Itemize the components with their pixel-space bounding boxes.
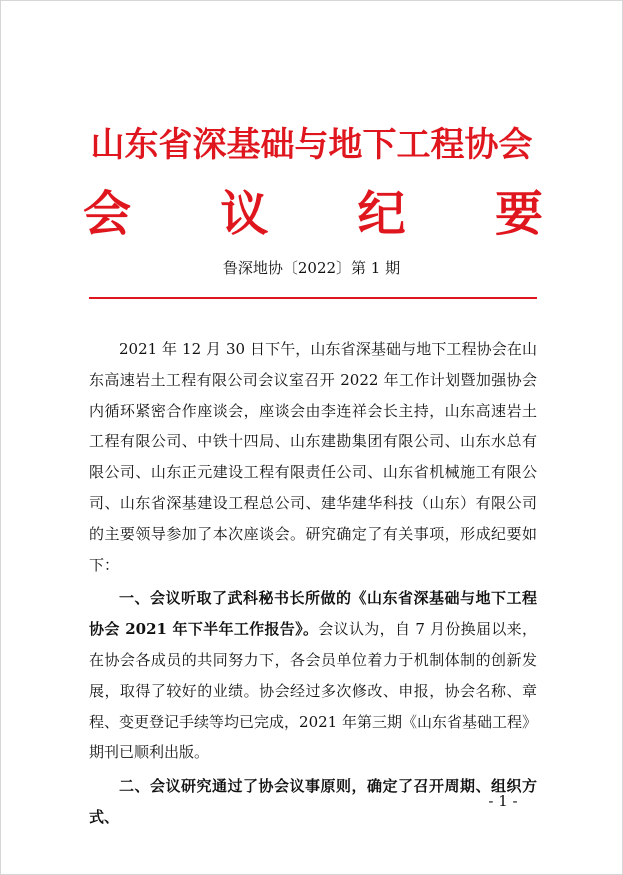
title-char: 议 bbox=[220, 186, 269, 242]
title-char: 纪 bbox=[357, 186, 406, 242]
item-1-heading: 一、会议听取了武科秘书长所做的《山东省深基础与地下工程协会 2021 年下半年工作报告》。 bbox=[89, 589, 537, 639]
document-body bbox=[89, 334, 537, 833]
title-char: 要 bbox=[494, 186, 543, 242]
red-divider bbox=[89, 297, 537, 299]
item-2-heading: 二、会议研究通过了协会议事原则，确定了召开周期、组织方式、 bbox=[89, 777, 537, 826]
paragraph-item-1 bbox=[89, 583, 537, 768]
page-number: - 1 - bbox=[488, 792, 518, 810]
organization-title: 山东省深基础与地下工程协会 bbox=[90, 125, 533, 165]
document-title bbox=[83, 187, 543, 241]
paragraph-intro: 2021 年 12 月 30 日下午，山东省深基础与地下工程协会在山东高速岩土工程有限公司会议室召开 2022 年工作计划暨加强协会内循环紧密合作座谈会，座谈会由李连祥会长主持，山东高速岩土工程有限公司、中铁十四局、山东建勘集团有限公司、山东水总有限公司、山东正元建设工程有限责任公司、山东省机械施工有限公司、山东省深基建设工程总公司、建华建华科技（山东）有限公司的主要领导参加了本次座谈会。研究确定了有关事项，形成纪要如下： bbox=[89, 340, 537, 574]
item-1-text: 会议认为，自 7 月份换届以来，在协会各成员的共同努力下，各会员单位着力于机制体制的创新发展，取得了较好的业绩。协会经过多次修改、申报，协会名称、章程、变更登记手续等均已完成，2021 年第三期《山东省基础工程》期刊已顺利出版。 bbox=[89, 620, 537, 762]
title-char: 会 bbox=[83, 186, 132, 242]
paragraph-item-2 bbox=[89, 771, 537, 833]
document-number: 鲁深地协〔2022〕第 1 期 bbox=[222, 259, 401, 277]
